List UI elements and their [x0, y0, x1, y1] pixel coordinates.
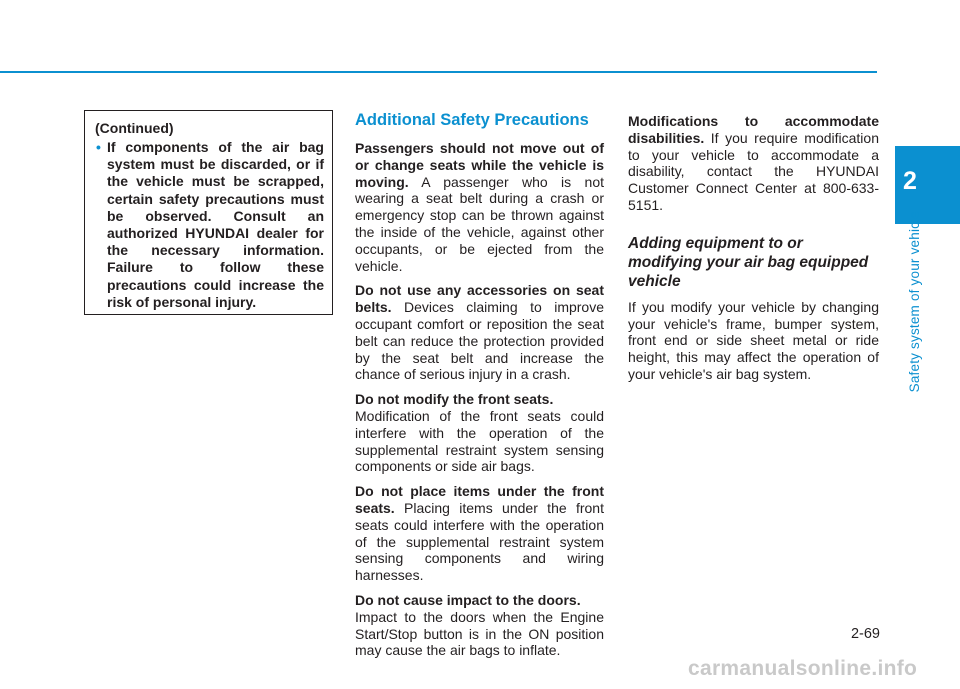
- column-middle: [355, 110, 604, 667]
- paragraph: [355, 391, 604, 475]
- paragraph-body: A passenger who is not wearing a seat belt during a crash or emergency stop can be thrown against the inside of the vehicle, against other occupants, or be ejected from the vehicle.: [355, 173, 604, 274]
- paragraph-body: Modification of the front seats could interfere with the operation of the supplemental restraint system sensing components or side air bags.: [355, 407, 604, 475]
- subsection-body: If you modify your vehicle by changing your vehicle's frame, bumper system, front end or side sheet metal or ride height, this may affect the operation of your vehicle's air bag system.: [628, 298, 879, 382]
- page-number: 2-69: [850, 626, 880, 642]
- bullet-icon: •: [96, 139, 101, 155]
- paragraph-lead: Do not modify the front seats.: [355, 391, 554, 408]
- subsection-heading: Adding equipment to or modifying your air bag equipped vehicle: [628, 234, 869, 290]
- warning-item: [93, 139, 324, 311]
- paragraph-lead: Do not cause impact to the doors.: [355, 591, 581, 608]
- paragraph-body: Devices claiming to improve occupant comfort or reposition the seat belt can reduce the protection provided by the seat belt and increase the chance of serious injury in a crash.: [355, 299, 604, 383]
- paragraph: [355, 483, 604, 584]
- column-right: [628, 113, 879, 391]
- warning-box: [84, 110, 333, 315]
- paragraph: [628, 113, 879, 214]
- header-rule: [0, 71, 877, 73]
- paragraph-body: Placing items under the front seats could interfere with the operation of the supplemental restraint system sensing components and wiring harnesses.: [355, 499, 604, 584]
- chapter-number: 2: [903, 167, 917, 195]
- chapter-title-vertical: [907, 211, 923, 401]
- paragraph-lead: Do not place items under the front seats.: [355, 483, 604, 516]
- paragraph-lead: Passengers should not move out of or change seats while the vehicle is moving.: [355, 140, 604, 190]
- paragraph-body: If you require modification to your vehicle to accommodate a disability, contact the HYUNDAI Customer Connect Center at 800-633-5151.: [628, 129, 879, 213]
- paragraph-body: Impact to the doors when the Engine Start/Stop button is in the ON position may cause the air bags to inflate.: [355, 608, 604, 659]
- continued-label: (Continued): [95, 120, 174, 136]
- paragraph: [355, 140, 604, 274]
- section-heading: Additional Safety Precautions: [355, 111, 589, 129]
- watermark-link[interactable]: carmanualsonline.info: [688, 657, 918, 680]
- chapter-title: Safety system of your vehicle: [907, 211, 922, 393]
- warning-item-text: If components of the air bag system must be discarded, or if the vehicle must be scrapped, certain safety precautions must be observed. Consult an authorized HYUNDAI dealer for the necessary information. Failure to follow these precautions could increase the risk of personal injury.: [107, 139, 324, 310]
- paragraph: [355, 282, 604, 383]
- paragraph-lead: Modifications to accommodate disabilities.: [628, 113, 879, 146]
- paragraph: [355, 592, 604, 659]
- paragraph-lead: Do not use any accessories on seat belts.: [355, 282, 604, 316]
